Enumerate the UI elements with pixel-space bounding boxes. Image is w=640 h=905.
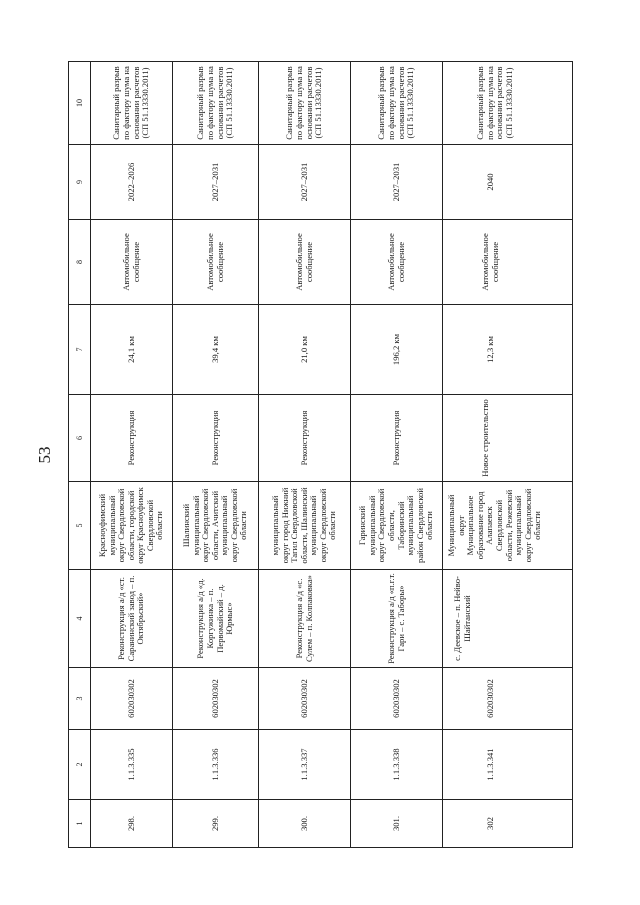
- object-code-cell: 602030302: [91, 668, 173, 730]
- purpose-cell: Автомобильное сообщение: [443, 220, 573, 305]
- purpose-cell: Автомобильное сообщение: [259, 220, 351, 305]
- header-cell: 3: [69, 668, 91, 730]
- header-cell: 4: [69, 570, 91, 668]
- zone-cell: Санитарный разрыв по фактору шума на основании расчетов (СП 51.13330.2011): [91, 62, 173, 145]
- header-cell: 6: [69, 395, 91, 482]
- table-row: [443, 62, 573, 848]
- row-number-cell: 299.: [173, 800, 259, 848]
- code-cell: 1.1.3.335: [91, 730, 173, 800]
- work-type-cell: Реконструкция: [259, 395, 351, 482]
- name-cell: Реконструкция а/д «д. Коргужинка – п. Первомайский – д. Юрмыс»: [173, 570, 259, 668]
- purpose-cell: Автомобильное сообщение: [91, 220, 173, 305]
- table-row: [173, 62, 259, 848]
- table-row: [91, 62, 173, 848]
- header-cell: 1: [69, 800, 91, 848]
- objects-table: [68, 61, 573, 848]
- table-row: [351, 62, 443, 848]
- zone-cell: Санитарный разрыв по фактору шума на основании расчетов (СП 51.13330.2011): [443, 62, 573, 145]
- name-cell: Реконструкция а/д «с. Сулем – п. Колпаковка»: [259, 570, 351, 668]
- header-row: [69, 62, 91, 848]
- location-cell: Гаринский муниципальный округ Свердловской области, Таборинский муниципальный район Свердловской области: [351, 482, 443, 570]
- row-number-cell: 300.: [259, 800, 351, 848]
- object-code-cell: 602030302: [173, 668, 259, 730]
- page-number: 53: [35, 446, 54, 464]
- length-cell: 196,2 км: [351, 305, 443, 395]
- name-cell: Реконструкция а/д «п.г.т. Гари – с. Таборы»: [351, 570, 443, 668]
- row-number-cell: 302: [443, 800, 573, 848]
- zone-cell: Санитарный разрыв по фактору шума на основании расчетов (СП 51.13330.2011): [351, 62, 443, 145]
- table-row: [259, 62, 351, 848]
- row-number-cell: 301.: [351, 800, 443, 848]
- work-type-cell: Новое строительство: [443, 395, 573, 482]
- header-cell: 7: [69, 305, 91, 395]
- zone-cell: Санитарный разрыв по фактору шума на основании расчетов (СП 51.13330.2011): [259, 62, 351, 145]
- name-cell: Реконструкция а/д «ст. Саранинский завод – п. Октябрьский»: [91, 570, 173, 668]
- row-number-cell: 298.: [91, 800, 173, 848]
- work-type-cell: Реконструкция: [351, 395, 443, 482]
- code-cell: 1.1.3.338: [351, 730, 443, 800]
- location-cell: Шалинский муниципальный округ Свердловской области, Ачитский муниципальный округ Свердловской области: [173, 482, 259, 570]
- work-type-cell: Реконструкция: [91, 395, 173, 482]
- length-cell: 24,1 км: [91, 305, 173, 395]
- code-cell: 1.1.3.336: [173, 730, 259, 800]
- object-code-cell: 602030302: [443, 668, 573, 730]
- period-cell: 2027–2031: [259, 145, 351, 220]
- period-cell: 2027–2031: [173, 145, 259, 220]
- location-cell: Красноуфимский муниципальный округ Свердловской области, городской округ Красноуфимск Свердловской области: [91, 482, 173, 570]
- location-cell: муниципальный округ город Нижний Тагил Свердловской области, Шалинский муниципальный округ Свердловской области: [259, 482, 351, 570]
- purpose-cell: Автомобильное сообщение: [173, 220, 259, 305]
- location-cell: Муниципальный округ Муниципальное образование город Алапаевск Свердловской области, Режевской муниципальный округ Свердловской области: [443, 482, 573, 570]
- period-cell: 2040: [443, 145, 573, 220]
- code-cell: 1.1.3.341: [443, 730, 573, 800]
- purpose-cell: Автомобильное сообщение: [351, 220, 443, 305]
- zone-cell: Санитарный разрыв по фактору шума на основании расчетов (СП 51.13330.2011): [173, 62, 259, 145]
- object-code-cell: 602030302: [259, 668, 351, 730]
- length-cell: 21,0 км: [259, 305, 351, 395]
- period-cell: 2022–2026: [91, 145, 173, 220]
- work-type-cell: Реконструкция: [173, 395, 259, 482]
- header-cell: 8: [69, 220, 91, 305]
- header-cell: 2: [69, 730, 91, 800]
- header-cell: 9: [69, 145, 91, 220]
- code-cell: 1.1.3.337: [259, 730, 351, 800]
- header-cell: 10: [69, 62, 91, 145]
- header-cell: 5: [69, 482, 91, 570]
- object-code-cell: 602030302: [351, 668, 443, 730]
- length-cell: 12,3 км: [443, 305, 573, 395]
- name-cell: с. Деевское – п. Нейво-Шайтанский: [443, 570, 573, 668]
- period-cell: 2027–2031: [351, 145, 443, 220]
- rotated-table-container: [68, 62, 572, 848]
- length-cell: 39,4 км: [173, 305, 259, 395]
